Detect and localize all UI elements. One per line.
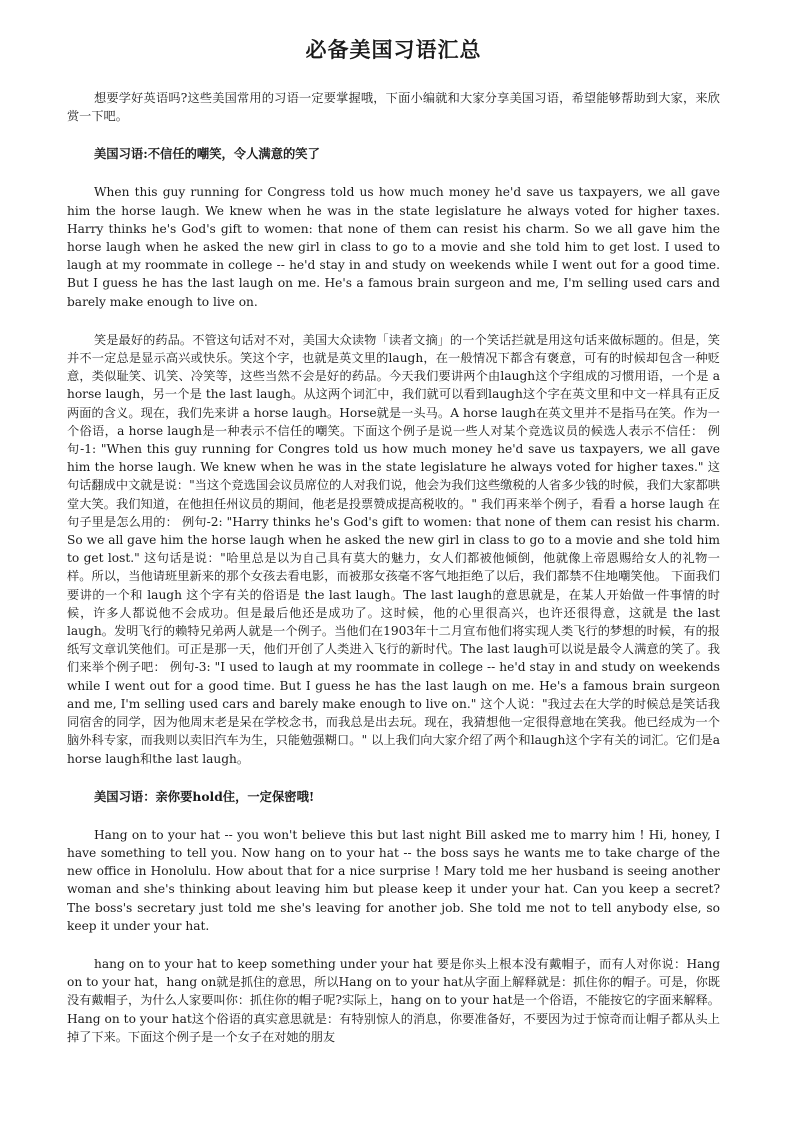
explanation-paragraph-hat: hang on to your hat to keep something under your hat 要是你头上根本没有戴帽子，而有人对你说：Hang on to your hat，hang on就是抓住的意思，所以Hang on to your hat从字面上解释就是：抓住你的帽子。可是，你既没有戴帽子，为什么人家要叫你：抓住你的帽子呢?实际上，hang on to your hat是一个俗语，不能按它的字面来解释。Hang on to your hat这个俗语的真实意思就是：有特别惊人的消息，你要准备好，不要因为过于惊奇而让帽子都从头上掉了下来。下面这个例子是一个女子在对她的朋友	[67, 956, 720, 1044]
section-heading-hat: 美国习语：亲你要hold住，一定保密哦!	[94, 788, 315, 804]
explanation-paragraph-laugh: 笑是最好的药品。不管这句话对不对，美国大众读物「读者文摘」的一个笑话拦就是用这句话来做标题的。但是，笑并不一定总是显示高兴或快乐。笑这个字，也就是英文里的laugh，在一般情况下都含有褒意，可有的时候却包含一种贬意，类似耻笑、讥笑、冷笑等，这些当然不会是好的药品。今天我们要讲两个由laugh这个字组成的习惯用语，一个是 a horse laugh，另一个是 the last laugh。从这两个词汇中，我们就可以看到laugh这个字在英文里和中文一样具有正反两面的含义。现在，我们先来讲 a horse laugh。Horse就是一头马。A horse laugh在英文里并不是指马在笑。作为一个俗语，a horse laugh是一种表示不信任的嘲笑。下面这个例子是说一些人对某个竞选议员的候选人表示不信任： 例句-1: "When this guy running for Congres told us how much money he'd save us taxpayers, we all gave him the horse laugh. We knew when he was in the state legislature he always voted for higher taxes." 这句话翻成中文就是说："当这个竞选国会议员席位的人对我们说，他会为我们这些缴税的人省多少钱的时候，我们大家都哄堂大笑。我们知道，在他担任州议员的期间，他老是投票赞成提高税收的。" 我们再来举个例子，看看 a horse laugh 在句子里是怎么用的： 例句-2: "Harry thinks he's God's gift to women: that none of them can resist his charm. So we all gave him the horse laugh when he asked the new girl in class to go to a movie and she told him to get lost." 这句话是说："哈里总是以为自己具有莫大的魅力，女人们都被他倾倒，他就像上帝恩赐给女人的礼物一样。所以，当他请班里新来的那个女孩去看电影，而被那女孩毫不客气地拒绝了以后，我们都禁不住地嘲笑他。 下面我们要讲的一个和 laugh 这个字有关的俗语是 the last laugh。The last laugh的意思就是，在某人开始做一件事情的时候，许多人都说他不会成功。但是最后他还是成功了。这时候，他的心里很高兴，也许还很得意，这就是 the last laugh。发明飞行的赖特兄弟两人就是一个例子。当他们在1903年十二月宣布他们将实现人类飞行的梦想的时候，有的报纸写文章讥笑他们。可正是那一天，他们开创了人类进入飞行的新时代。The last laugh可以说是最令人满意的笑了。我们来举个例子吧： 例句-3: "I used to laugh at my roommate in college -- he'd stay in and study on weekends while I went out for a good time. But I guess he has the last laugh on me. He's a famous brain surgeon and me, I'm selling used cars and barely make enough to live on." 这个人说："我过去在大学的时候总是笑话我同宿舍的同学，因为他周末老是呆在学校念书，而我总是出去玩。现在，我猜想他一定很得意地在笑我。他已经成为一个脑外科专家，而我则以卖旧汽车为生，只能勉强糊口。" 以上我们向大家介绍了两个和laugh这个字有关的词汇。它们是a horse laugh和the last laugh。	[67, 332, 720, 766]
example-paragraph-laugh: When this guy running for Congress told us how much money he'd save us taxpayers, we all gave him the horse laugh. We knew when he was in the state legislature he always voted for higher taxes. Harry thinks he's God's gift to women: that none of them can resist his charm. So we all gave him the horse laugh when he asked the new girl in class to go to a movie and she told him to get lost. I used to laugh at my roommate in college -- he'd stay in and study on weekends while I went out for a good time. But I guess he has the last laugh on me. He's a famous brain surgeon and me, I'm selling used cars and barely make enough to live on.	[67, 185, 720, 309]
example-paragraph-hat: Hang on to your hat -- you won't believe this but last night Bill asked me to marry him ! Hi, honey, I have something to tell you. Now hang on to your hat -- the boss says he wants me to take charge of the new office in Honolulu. How about that for a nice surprise ! Mary told me her husband is seeing another woman and she's thinking about leaving him but please keep it under your hat. Can you keep a secret? The boss's secretary just told me she's leaving for another job. She told me not to tell anybody else, so keep it under your hat.	[67, 827, 720, 933]
section-heading-laugh: 美国习语:不信任的嘲笑，令人满意的笑了	[94, 146, 320, 162]
intro-paragraph: 想要学好英语吗?这些美国常用的习语一定要掌握哦，下面小编就和大家分享美国习语，希望能够帮助到大家，来欣赏一下吧。	[67, 91, 720, 124]
page-title: 必备美国习语汇总	[305, 38, 482, 62]
